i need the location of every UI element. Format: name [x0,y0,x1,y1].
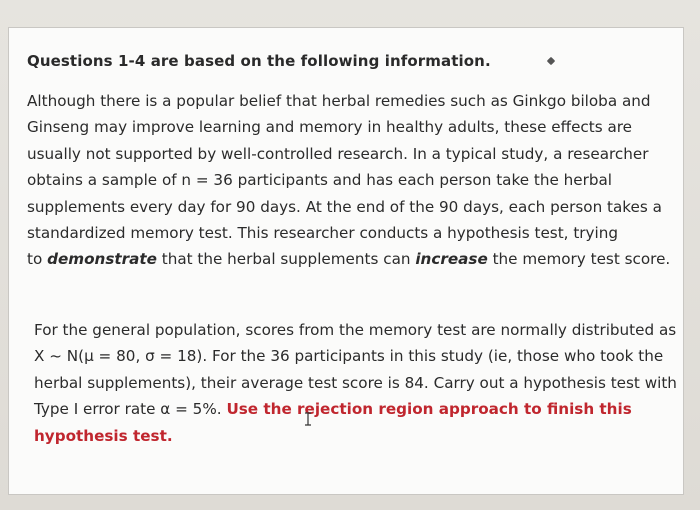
question-title: Questions 1-4 are based on the following information. [27,52,491,70]
text-run: that the herbal supplements can [156,250,416,269]
paragraph-2-line-4 [34,396,679,422]
paragraph-1-line: standardized memory test. This researcher conducts a hypothesis test, trying [27,224,619,243]
emphasis-increase: increase [415,250,488,269]
instruction-highlight: Use the rejection region approach to finish this [226,400,632,419]
paragraph-2-line: For the general population, scores from the memory test are normally distributed as [34,321,677,339]
text-run: Type I error rate α = 5%. [34,400,227,419]
text-run: to [27,250,48,269]
text-cursor-icon [303,412,313,426]
paragraph-1-line: Although there is a popular belief that herbal remedies such as Ginkgo biloba and [27,92,651,110]
problem-paragraph-1 [27,88,677,273]
paragraph-1-line: supplements every day for 90 days. At the end of the 90 days, each person takes a [27,197,662,216]
pin-marker-icon [547,57,555,65]
question-card [8,27,684,495]
paragraph-1-last-line [27,246,677,272]
emphasis-demonstrate: demonstrate [47,250,157,269]
paragraph-1-line: obtains a sample of n = 36 participants and has each person take the herbal [27,171,613,190]
paragraph-1-line: usually not supported by well-controlled research. In a typical study, a researcher [27,144,649,163]
paragraph-2-line: X ~ N(μ = 80, σ = 18). For the 36 participants in this study (ie, those who took the [34,347,664,366]
paragraph-2-line: herbal supplements), their average test score is 84. Carry out a hypothesis test with [34,373,677,392]
problem-paragraph-2 [34,317,679,449]
paragraph-1-line: Ginseng may improve learning and memory in healthy adults, these effects are [27,118,633,137]
text-run: the memory test score. [487,250,671,269]
instruction-highlight-line-2: hypothesis test. [34,426,173,445]
